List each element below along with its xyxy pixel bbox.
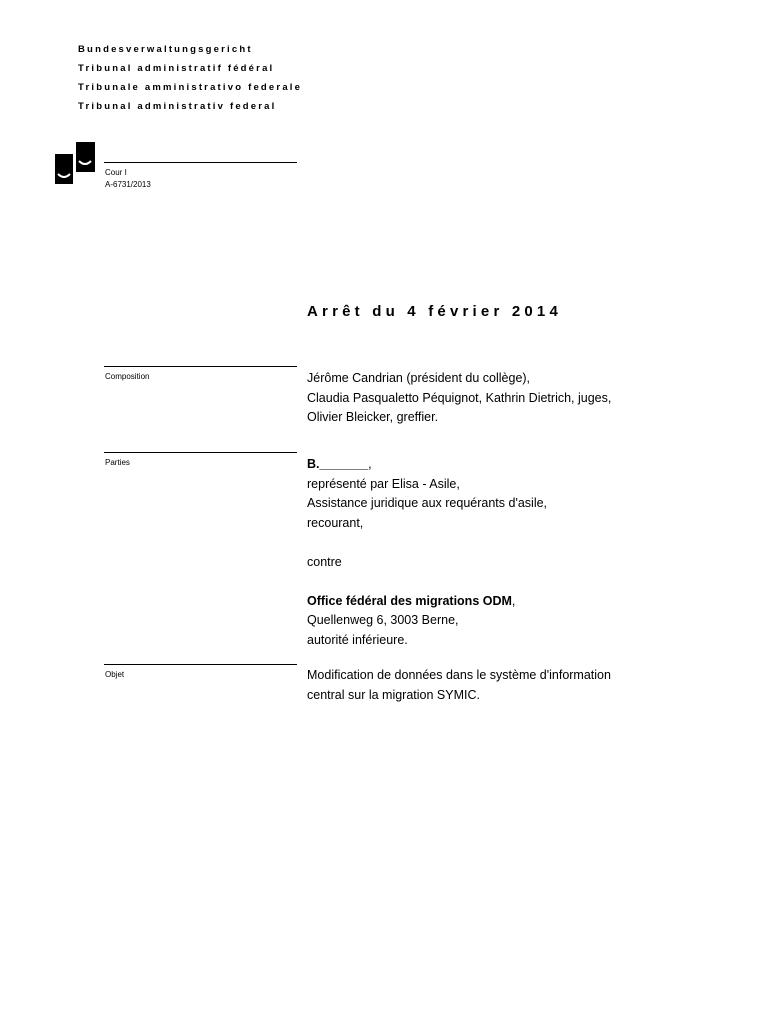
object-label: Objet — [105, 670, 125, 679]
court-name-rm: Tribunal administrativ federal — [78, 101, 277, 112]
composition-content — [307, 369, 611, 428]
authority-line: Quellenweg 6, 3003 Berne, — [307, 613, 459, 627]
composition-line: Claudia Pasqualetto Péquignot, Kathrin Dietrich, juges, — [307, 390, 612, 405]
court-logo-icon — [55, 142, 95, 184]
composition-label: Composition — [105, 372, 150, 381]
authority-line: autorité inférieure. — [307, 632, 408, 647]
appellant-name-suffix: , — [368, 457, 372, 471]
appellant-line: recourant, — [307, 515, 364, 530]
court-name-fr: Tribunal administratif fédéral — [78, 63, 275, 74]
court-name-it: Tribunale amministrativo federale — [78, 82, 303, 93]
object-line: Modification de données dans le système d'information — [307, 668, 611, 682]
judgment-title: Arrêt du 4 février 2014 — [307, 303, 563, 320]
composition-line: Jérôme Candrian (président du collège), — [307, 371, 531, 385]
parties-rule — [104, 452, 297, 453]
parties-label: Parties — [105, 458, 130, 467]
object-content — [307, 666, 611, 705]
court-division: Cour I — [105, 168, 127, 177]
appellant-line: représenté par Elisa - Asile, — [307, 476, 460, 491]
appellant-heading — [307, 455, 547, 475]
object-line: central sur la migration SYMIC. — [307, 687, 480, 702]
appellant-line: Assistance juridique aux requérants d'asile, — [307, 496, 548, 510]
header-rule — [104, 162, 297, 163]
appellant-name: B._______ — [307, 457, 369, 471]
authority-heading — [307, 592, 547, 612]
composition-line: Olivier Bleicker, greffier. — [307, 410, 439, 424]
court-name-de: Bundesverwaltungsgericht — [78, 44, 253, 55]
court-names — [78, 40, 302, 116]
authority-name: Office fédéral des migrations ODM — [307, 593, 512, 608]
composition-rule — [104, 366, 297, 367]
object-rule — [104, 664, 297, 665]
authority-name-suffix: , — [511, 593, 516, 608]
versus-text: contre — [307, 554, 342, 569]
parties-content — [307, 455, 547, 650]
case-number: A-6731/2013 — [105, 180, 151, 189]
